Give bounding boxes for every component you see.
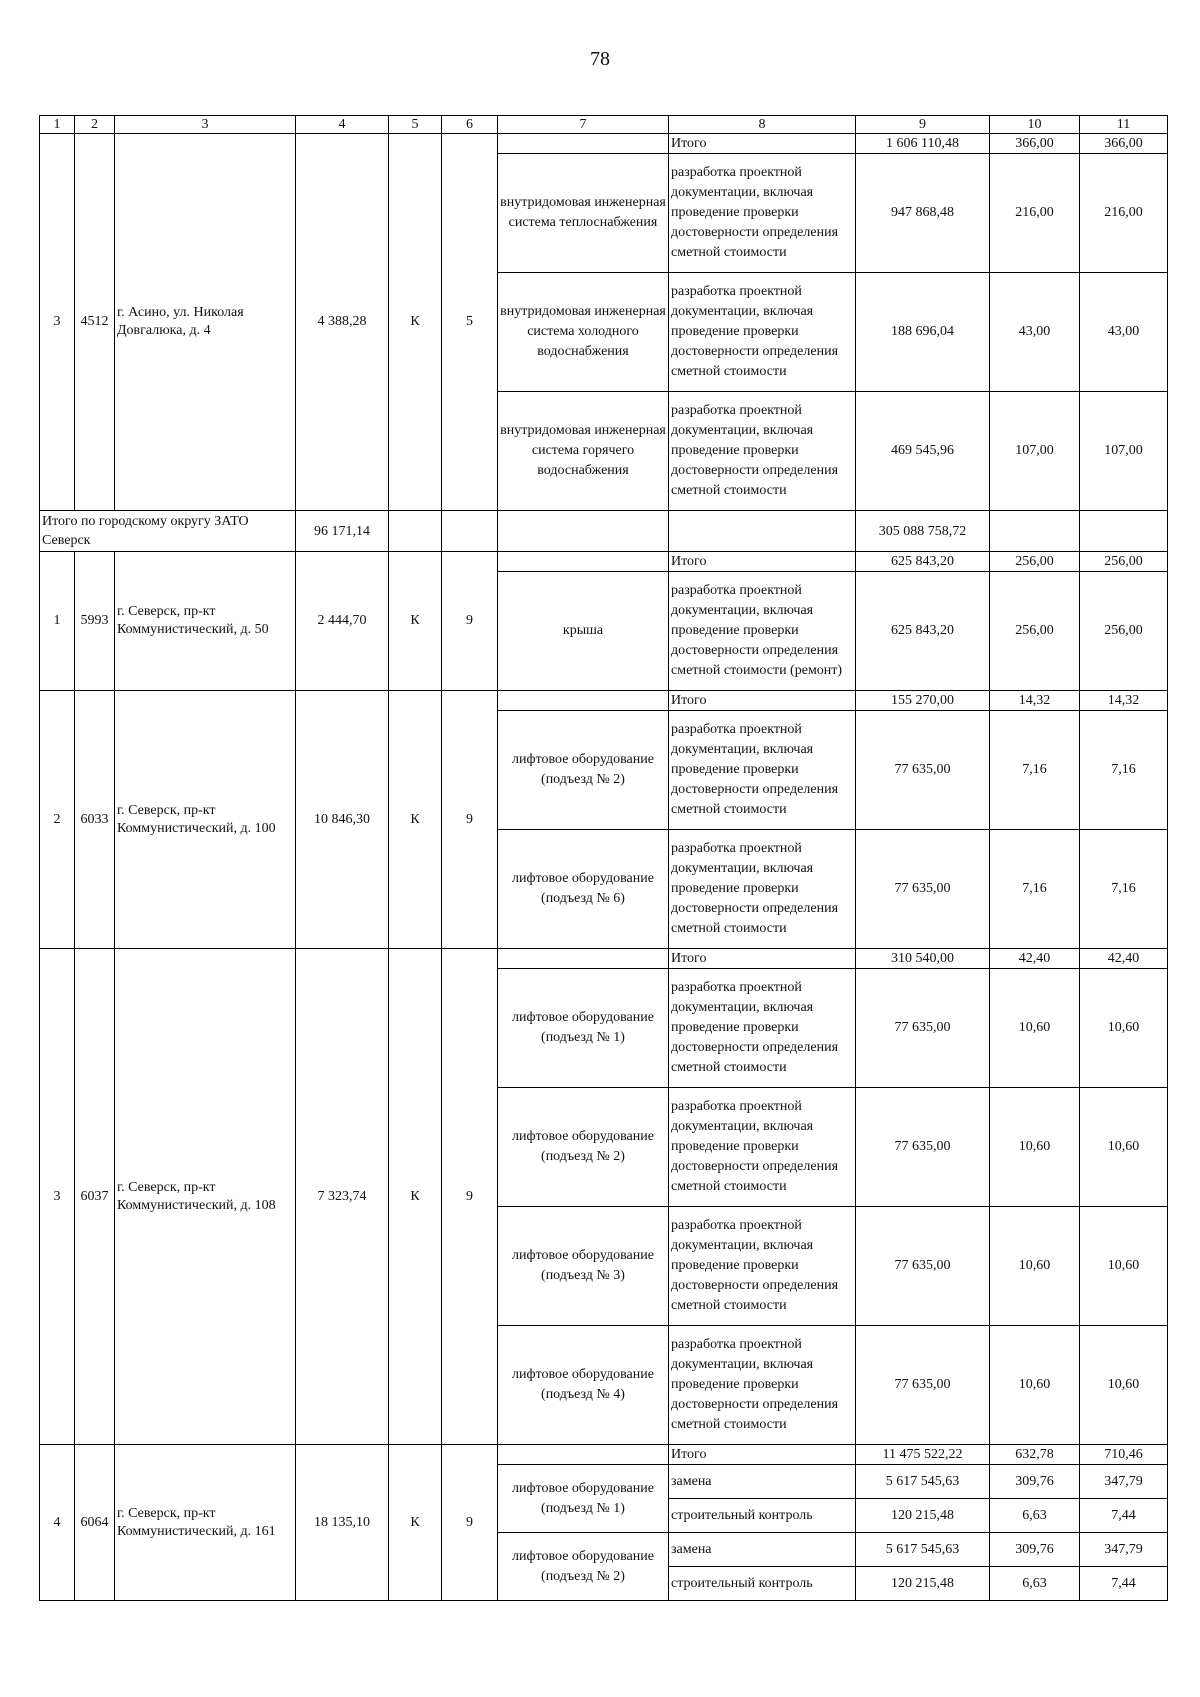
total-b: 42,40 [1080,949,1168,969]
house-id: 6037 [75,949,115,1445]
work-system: внутридомовая инженерная система горячего водоснабжения [498,392,669,511]
work-sum: 5 617 545,63 [856,1533,990,1567]
work-a: 256,00 [990,572,1080,691]
work-system: лифтовое оборудование (подъезд № 1) [498,969,669,1088]
header-cell: 6 [442,116,498,134]
header-cell: 7 [498,116,669,134]
work-b: 10,60 [1080,1326,1168,1445]
work-system: лифтовое оборудование (подъезд № 3) [498,1207,669,1326]
work-b: 7,44 [1080,1567,1168,1601]
work-a: 10,60 [990,1088,1080,1207]
itogo-label: Итого [669,1445,856,1465]
work-a: 43,00 [990,273,1080,392]
work-sum: 77 635,00 [856,1326,990,1445]
house-floors: 5 [442,134,498,511]
total-a: 256,00 [990,552,1080,572]
district-total-area: 96 171,14 [296,511,389,552]
header-cell: 2 [75,116,115,134]
row-number: 1 [40,552,75,691]
work-sum: 5 617 545,63 [856,1465,990,1499]
house-type: К [389,134,442,511]
house-id: 6033 [75,691,115,949]
house-floors: 9 [442,552,498,691]
empty-cell [669,511,856,552]
house-type: К [389,691,442,949]
work-description: разработка проектной документации, включая проведение проверки достоверности определения сметной стоимости [669,830,856,949]
work-description: разработка проектной документации, включая проведение проверки достоверности определения сметной стоимости [669,1326,856,1445]
work-b: 256,00 [1080,572,1168,691]
work-description: разработка проектной документации, включая проведение проверки достоверности определения сметной стоимости (ремонт) [669,572,856,691]
work-b: 10,60 [1080,1088,1168,1207]
work-system: внутридомовая инженерная система холодного водоснабжения [498,273,669,392]
header-cell: 5 [389,116,442,134]
work-sum: 77 635,00 [856,1207,990,1326]
empty-cell [990,511,1080,552]
district-total-label: Итого по городскому округу ЗАТО Северск [40,511,296,552]
house-floors: 9 [442,949,498,1445]
house-floors: 9 [442,691,498,949]
work-type: замена [669,1465,856,1499]
total-a: 366,00 [990,134,1080,154]
work-a: 6,63 [990,1567,1080,1601]
row-number: 3 [40,134,75,511]
house-id: 4512 [75,134,115,511]
house-address: г. Асино, ул. Николая Довгалюка, д. 4 [115,134,296,511]
work-sum: 77 635,00 [856,711,990,830]
header-cell: 1 [40,116,75,134]
work-system: лифтовое оборудование (подъезд № 1) [498,1465,669,1533]
house-type: К [389,949,442,1445]
total-b: 710,46 [1080,1445,1168,1465]
house-address: г. Северск, пр-кт Коммунистический, д. 161 [115,1445,296,1601]
work-a: 6,63 [990,1499,1080,1533]
total-sum: 625 843,20 [856,552,990,572]
header-cell: 8 [669,116,856,134]
work-b: 347,79 [1080,1465,1168,1499]
work-description: разработка проектной документации, включая проведение проверки достоверности определения сметной стоимости [669,1088,856,1207]
work-description: разработка проектной документации, включая проведение проверки достоверности определения сметной стоимости [669,969,856,1088]
empty-cell [1080,511,1168,552]
table-row [40,1445,1168,1465]
table-row [40,552,1168,572]
table-row [40,949,1168,969]
itogo-label: Итого [669,134,856,154]
work-system: лифтовое оборудование (подъезд № 4) [498,1326,669,1445]
header-cell: 10 [990,116,1080,134]
row-number: 3 [40,949,75,1445]
house-id: 6064 [75,1445,115,1601]
house-type: К [389,1445,442,1601]
total-b: 366,00 [1080,134,1168,154]
house-id: 5993 [75,552,115,691]
empty-cell [498,511,669,552]
total-sum: 11 475 522,22 [856,1445,990,1465]
house-floors: 9 [442,1445,498,1601]
header-row [40,116,1168,134]
empty-cell [498,552,669,572]
total-a: 632,78 [990,1445,1080,1465]
work-b: 7,16 [1080,711,1168,830]
total-a: 42,40 [990,949,1080,969]
work-system: лифтовое оборудование (подъезд № 2) [498,711,669,830]
work-system: лифтовое оборудование (подъезд № 6) [498,830,669,949]
house-area: 10 846,30 [296,691,389,949]
itogo-label: Итого [669,552,856,572]
work-b: 10,60 [1080,1207,1168,1326]
work-a: 107,00 [990,392,1080,511]
house-area: 7 323,74 [296,949,389,1445]
work-sum: 947 868,48 [856,154,990,273]
work-b: 7,44 [1080,1499,1168,1533]
work-sum: 77 635,00 [856,1088,990,1207]
work-b: 107,00 [1080,392,1168,511]
work-sum: 77 635,00 [856,969,990,1088]
work-type: замена [669,1533,856,1567]
work-type: строительный контроль [669,1567,856,1601]
work-sum: 625 843,20 [856,572,990,691]
house-area: 2 444,70 [296,552,389,691]
table-row [40,134,1168,154]
work-description: разработка проектной документации, включая проведение проверки достоверности определения сметной стоимости [669,273,856,392]
work-sum: 120 215,48 [856,1567,990,1601]
work-sum: 77 635,00 [856,830,990,949]
work-type: строительный контроль [669,1499,856,1533]
empty-cell [498,691,669,711]
house-address: г. Северск, пр-кт Коммунистический, д. 50 [115,552,296,691]
work-system: лифтовое оборудование (подъезд № 2) [498,1533,669,1601]
total-sum: 310 540,00 [856,949,990,969]
work-sum: 469 545,96 [856,392,990,511]
work-a: 7,16 [990,711,1080,830]
district-total-row [40,511,1168,552]
house-address: г. Северск, пр-кт Коммунистический, д. 100 [115,691,296,949]
row-number: 4 [40,1445,75,1601]
table-row [40,691,1168,711]
itogo-label: Итого [669,949,856,969]
header-cell: 11 [1080,116,1168,134]
work-a: 10,60 [990,969,1080,1088]
house-address: г. Северск, пр-кт Коммунистический, д. 108 [115,949,296,1445]
row-number: 2 [40,691,75,949]
total-sum: 155 270,00 [856,691,990,711]
work-a: 10,60 [990,1207,1080,1326]
empty-cell [389,511,442,552]
itogo-label: Итого [669,691,856,711]
work-b: 10,60 [1080,969,1168,1088]
total-sum: 1 606 110,48 [856,134,990,154]
work-b: 216,00 [1080,154,1168,273]
total-b: 14,32 [1080,691,1168,711]
work-b: 347,79 [1080,1533,1168,1567]
empty-cell [442,511,498,552]
work-system: лифтовое оборудование (подъезд № 2) [498,1088,669,1207]
work-a: 10,60 [990,1326,1080,1445]
header-cell: 9 [856,116,990,134]
empty-cell [498,1445,669,1465]
house-area: 18 135,10 [296,1445,389,1601]
work-description: разработка проектной документации, включая проведение проверки достоверности определения сметной стоимости [669,392,856,511]
work-b: 43,00 [1080,273,1168,392]
work-sum: 120 215,48 [856,1499,990,1533]
work-a: 309,76 [990,1465,1080,1499]
total-b: 256,00 [1080,552,1168,572]
empty-cell [498,949,669,969]
work-system: внутридомовая инженерная система теплоснабжения [498,154,669,273]
work-b: 7,16 [1080,830,1168,949]
capital-repair-table [39,115,1168,1601]
work-a: 216,00 [990,154,1080,273]
empty-cell [498,134,669,154]
district-total-sum: 305 088 758,72 [856,511,990,552]
house-type: К [389,552,442,691]
work-system: крыша [498,572,669,691]
work-description: разработка проектной документации, включая проведение проверки достоверности определения сметной стоимости [669,154,856,273]
work-sum: 188 696,04 [856,273,990,392]
page-number: 78 [590,48,610,70]
header-cell: 4 [296,116,389,134]
work-description: разработка проектной документации, включая проведение проверки достоверности определения сметной стоимости [669,1207,856,1326]
house-area: 4 388,28 [296,134,389,511]
total-a: 14,32 [990,691,1080,711]
work-a: 7,16 [990,830,1080,949]
header-cell: 3 [115,116,296,134]
work-description: разработка проектной документации, включая проведение проверки достоверности определения сметной стоимости [669,711,856,830]
work-a: 309,76 [990,1533,1080,1567]
